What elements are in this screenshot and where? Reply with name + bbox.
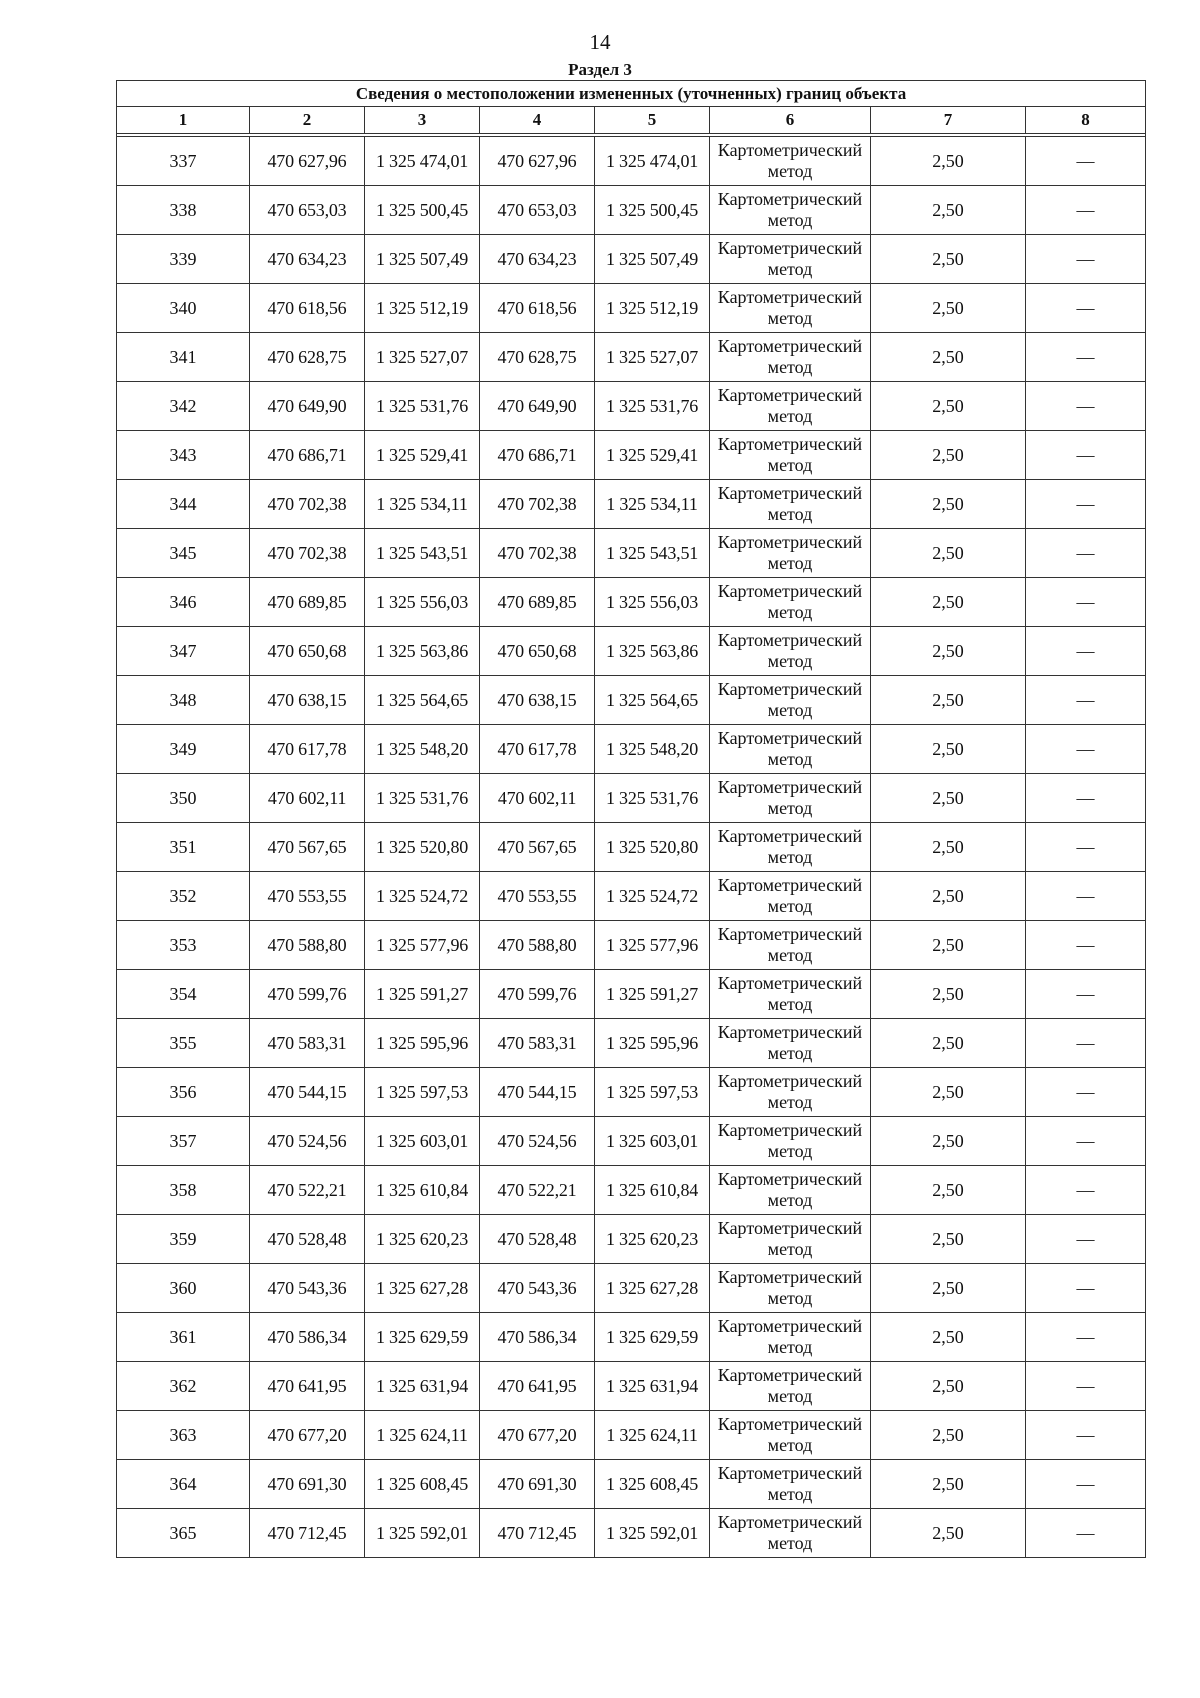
description-cell: —	[1026, 774, 1146, 823]
y-new-cell: 1 325 624,11	[595, 1411, 710, 1460]
x-old-cell: 470 583,31	[250, 1019, 365, 1068]
column-number: 5	[595, 107, 710, 134]
description-cell: —	[1026, 431, 1146, 480]
column-number: 6	[710, 107, 871, 134]
table-row	[117, 284, 1146, 333]
column-number: 1	[117, 107, 250, 134]
y-new-cell: 1 325 631,94	[595, 1362, 710, 1411]
description-cell: —	[1026, 676, 1146, 725]
y-new-cell: 1 325 512,19	[595, 284, 710, 333]
y-new-cell: 1 325 531,76	[595, 774, 710, 823]
y-old-cell: 1 325 563,86	[365, 627, 480, 676]
x-new-cell: 470 524,56	[480, 1117, 595, 1166]
point-number-cell: 356	[117, 1068, 250, 1117]
precision-cell: 2,50	[871, 725, 1026, 774]
x-old-cell: 470 691,30	[250, 1460, 365, 1509]
column-number: 8	[1026, 107, 1146, 134]
y-old-cell: 1 325 524,72	[365, 872, 480, 921]
table-row	[117, 970, 1146, 1019]
point-number-cell: 363	[117, 1411, 250, 1460]
y-new-cell: 1 325 543,51	[595, 529, 710, 578]
method-cell: Картометрический метод	[710, 1019, 871, 1068]
x-new-cell: 470 528,48	[480, 1215, 595, 1264]
description-cell: —	[1026, 1264, 1146, 1313]
point-number-cell: 352	[117, 872, 250, 921]
point-number-cell: 345	[117, 529, 250, 578]
y-old-cell: 1 325 595,96	[365, 1019, 480, 1068]
x-new-cell: 470 583,31	[480, 1019, 595, 1068]
precision-cell: 2,50	[871, 284, 1026, 333]
y-old-cell: 1 325 548,20	[365, 725, 480, 774]
x-old-cell: 470 544,15	[250, 1068, 365, 1117]
table-caption-row	[117, 81, 1146, 107]
method-cell: Картометрический метод	[710, 1117, 871, 1166]
precision-cell: 2,50	[871, 1068, 1026, 1117]
x-old-cell: 470 524,56	[250, 1117, 365, 1166]
point-number-cell: 340	[117, 284, 250, 333]
x-old-cell: 470 653,03	[250, 186, 365, 235]
description-cell: —	[1026, 921, 1146, 970]
precision-cell: 2,50	[871, 1215, 1026, 1264]
table-row	[117, 725, 1146, 774]
x-new-cell: 470 617,78	[480, 725, 595, 774]
point-number-cell: 351	[117, 823, 250, 872]
table-row	[117, 1264, 1146, 1313]
page-number: 14	[589, 30, 611, 54]
table-row	[117, 333, 1146, 382]
x-new-cell: 470 586,34	[480, 1313, 595, 1362]
point-number-cell: 362	[117, 1362, 250, 1411]
column-number-row	[117, 107, 1146, 134]
y-new-cell: 1 325 507,49	[595, 235, 710, 284]
precision-cell: 2,50	[871, 578, 1026, 627]
precision-cell: 2,50	[871, 137, 1026, 186]
x-old-cell: 470 567,65	[250, 823, 365, 872]
y-old-cell: 1 325 629,59	[365, 1313, 480, 1362]
method-cell: Картометрический метод	[710, 186, 871, 235]
table-body	[117, 137, 1146, 1558]
description-cell: —	[1026, 529, 1146, 578]
table-row	[117, 529, 1146, 578]
point-number-cell: 358	[117, 1166, 250, 1215]
table-row	[117, 382, 1146, 431]
y-new-cell: 1 325 524,72	[595, 872, 710, 921]
method-cell: Картометрический метод	[710, 529, 871, 578]
y-old-cell: 1 325 603,01	[365, 1117, 480, 1166]
x-new-cell: 470 522,21	[480, 1166, 595, 1215]
x-new-cell: 470 588,80	[480, 921, 595, 970]
method-cell: Картометрический метод	[710, 676, 871, 725]
point-number-cell: 350	[117, 774, 250, 823]
point-number-cell: 364	[117, 1460, 250, 1509]
method-cell: Картометрический метод	[710, 1509, 871, 1558]
precision-cell: 2,50	[871, 970, 1026, 1019]
x-new-cell: 470 677,20	[480, 1411, 595, 1460]
x-old-cell: 470 712,45	[250, 1509, 365, 1558]
x-new-cell: 470 627,96	[480, 137, 595, 186]
description-cell: —	[1026, 1509, 1146, 1558]
precision-cell: 2,50	[871, 823, 1026, 872]
column-number: 2	[250, 107, 365, 134]
precision-cell: 2,50	[871, 1509, 1026, 1558]
method-cell: Картометрический метод	[710, 480, 871, 529]
y-old-cell: 1 325 500,45	[365, 186, 480, 235]
table-row	[117, 480, 1146, 529]
x-old-cell: 470 641,95	[250, 1362, 365, 1411]
method-cell: Картометрический метод	[710, 1362, 871, 1411]
y-old-cell: 1 325 531,76	[365, 382, 480, 431]
x-new-cell: 470 628,75	[480, 333, 595, 382]
x-old-cell: 470 634,23	[250, 235, 365, 284]
point-number-cell: 348	[117, 676, 250, 725]
method-cell: Картометрический метод	[710, 235, 871, 284]
point-number-cell: 360	[117, 1264, 250, 1313]
description-cell: —	[1026, 1166, 1146, 1215]
description-cell: —	[1026, 1117, 1146, 1166]
point-number-cell: 354	[117, 970, 250, 1019]
precision-cell: 2,50	[871, 872, 1026, 921]
y-old-cell: 1 325 474,01	[365, 137, 480, 186]
table-row	[117, 1411, 1146, 1460]
description-cell: —	[1026, 823, 1146, 872]
precision-cell: 2,50	[871, 529, 1026, 578]
y-new-cell: 1 325 603,01	[595, 1117, 710, 1166]
y-new-cell: 1 325 564,65	[595, 676, 710, 725]
precision-cell: 2,50	[871, 431, 1026, 480]
precision-cell: 2,50	[871, 1460, 1026, 1509]
description-cell: —	[1026, 1362, 1146, 1411]
description-cell: —	[1026, 1215, 1146, 1264]
x-new-cell: 470 618,56	[480, 284, 595, 333]
y-old-cell: 1 325 577,96	[365, 921, 480, 970]
description-cell: —	[1026, 333, 1146, 382]
method-cell: Картометрический метод	[710, 382, 871, 431]
table-row	[117, 1215, 1146, 1264]
table-row	[117, 1362, 1146, 1411]
x-old-cell: 470 627,96	[250, 137, 365, 186]
point-number-cell: 344	[117, 480, 250, 529]
y-new-cell: 1 325 620,23	[595, 1215, 710, 1264]
x-new-cell: 470 653,03	[480, 186, 595, 235]
description-cell: —	[1026, 872, 1146, 921]
precision-cell: 2,50	[871, 1117, 1026, 1166]
precision-cell: 2,50	[871, 186, 1026, 235]
y-old-cell: 1 325 608,45	[365, 1460, 480, 1509]
point-number-cell: 346	[117, 578, 250, 627]
description-cell: —	[1026, 186, 1146, 235]
x-new-cell: 470 702,38	[480, 529, 595, 578]
x-new-cell: 470 567,65	[480, 823, 595, 872]
y-old-cell: 1 325 529,41	[365, 431, 480, 480]
method-cell: Картометрический метод	[710, 823, 871, 872]
y-old-cell: 1 325 556,03	[365, 578, 480, 627]
y-new-cell: 1 325 531,76	[595, 382, 710, 431]
x-old-cell: 470 618,56	[250, 284, 365, 333]
method-cell: Картометрический метод	[710, 725, 871, 774]
method-cell: Картометрический метод	[710, 1460, 871, 1509]
x-new-cell: 470 702,38	[480, 480, 595, 529]
point-number-cell: 341	[117, 333, 250, 382]
precision-cell: 2,50	[871, 1411, 1026, 1460]
y-new-cell: 1 325 527,07	[595, 333, 710, 382]
x-old-cell: 470 677,20	[250, 1411, 365, 1460]
x-new-cell: 470 638,15	[480, 676, 595, 725]
column-number: 4	[480, 107, 595, 134]
description-cell: —	[1026, 1460, 1146, 1509]
x-old-cell: 470 543,36	[250, 1264, 365, 1313]
point-number-cell: 347	[117, 627, 250, 676]
table-row	[117, 774, 1146, 823]
x-new-cell: 470 544,15	[480, 1068, 595, 1117]
description-cell: —	[1026, 382, 1146, 431]
method-cell: Картометрический метод	[710, 970, 871, 1019]
method-cell: Картометрический метод	[710, 1215, 871, 1264]
method-cell: Картометрический метод	[710, 578, 871, 627]
point-number-cell: 357	[117, 1117, 250, 1166]
method-cell: Картометрический метод	[710, 921, 871, 970]
x-new-cell: 470 641,95	[480, 1362, 595, 1411]
x-new-cell: 470 686,71	[480, 431, 595, 480]
precision-cell: 2,50	[871, 627, 1026, 676]
y-old-cell: 1 325 624,11	[365, 1411, 480, 1460]
x-new-cell: 470 602,11	[480, 774, 595, 823]
point-number-cell: 337	[117, 137, 250, 186]
description-cell: —	[1026, 480, 1146, 529]
precision-cell: 2,50	[871, 1019, 1026, 1068]
x-new-cell: 470 712,45	[480, 1509, 595, 1558]
description-cell: —	[1026, 725, 1146, 774]
section-title: Раздел 3	[568, 60, 632, 79]
precision-cell: 2,50	[871, 480, 1026, 529]
y-new-cell: 1 325 592,01	[595, 1509, 710, 1558]
method-cell: Картометрический метод	[710, 627, 871, 676]
description-cell: —	[1026, 1019, 1146, 1068]
y-old-cell: 1 325 564,65	[365, 676, 480, 725]
point-number-cell: 349	[117, 725, 250, 774]
y-new-cell: 1 325 629,59	[595, 1313, 710, 1362]
method-cell: Картометрический метод	[710, 1264, 871, 1313]
x-old-cell: 470 586,34	[250, 1313, 365, 1362]
table-row	[117, 235, 1146, 284]
x-old-cell: 470 638,15	[250, 676, 365, 725]
x-new-cell: 470 650,68	[480, 627, 595, 676]
description-cell: —	[1026, 284, 1146, 333]
point-number-cell: 359	[117, 1215, 250, 1264]
x-old-cell: 470 553,55	[250, 872, 365, 921]
x-old-cell: 470 702,38	[250, 529, 365, 578]
table-row	[117, 1313, 1146, 1362]
y-new-cell: 1 325 520,80	[595, 823, 710, 872]
y-new-cell: 1 325 577,96	[595, 921, 710, 970]
table-row	[117, 823, 1146, 872]
precision-cell: 2,50	[871, 333, 1026, 382]
y-old-cell: 1 325 531,76	[365, 774, 480, 823]
x-old-cell: 470 588,80	[250, 921, 365, 970]
y-old-cell: 1 325 592,01	[365, 1509, 480, 1558]
table-row	[117, 921, 1146, 970]
x-new-cell: 470 691,30	[480, 1460, 595, 1509]
y-old-cell: 1 325 527,07	[365, 333, 480, 382]
point-number-cell: 365	[117, 1509, 250, 1558]
method-cell: Картометрический метод	[710, 774, 871, 823]
description-cell: —	[1026, 235, 1146, 284]
y-new-cell: 1 325 529,41	[595, 431, 710, 480]
description-cell: —	[1026, 970, 1146, 1019]
y-new-cell: 1 325 563,86	[595, 627, 710, 676]
precision-cell: 2,50	[871, 676, 1026, 725]
table-row	[117, 431, 1146, 480]
precision-cell: 2,50	[871, 382, 1026, 431]
x-old-cell: 470 702,38	[250, 480, 365, 529]
description-cell: —	[1026, 1068, 1146, 1117]
precision-cell: 2,50	[871, 235, 1026, 284]
x-new-cell: 470 634,23	[480, 235, 595, 284]
y-new-cell: 1 325 595,96	[595, 1019, 710, 1068]
method-cell: Картометрический метод	[710, 431, 871, 480]
table-row	[117, 186, 1146, 235]
y-new-cell: 1 325 548,20	[595, 725, 710, 774]
point-number-cell: 342	[117, 382, 250, 431]
table-row	[117, 1509, 1146, 1558]
precision-cell: 2,50	[871, 774, 1026, 823]
table-row	[117, 578, 1146, 627]
point-number-cell: 343	[117, 431, 250, 480]
method-cell: Картометрический метод	[710, 137, 871, 186]
x-old-cell: 470 650,68	[250, 627, 365, 676]
precision-cell: 2,50	[871, 921, 1026, 970]
y-old-cell: 1 325 543,51	[365, 529, 480, 578]
x-old-cell: 470 649,90	[250, 382, 365, 431]
y-new-cell: 1 325 597,53	[595, 1068, 710, 1117]
y-new-cell: 1 325 534,11	[595, 480, 710, 529]
y-new-cell: 1 325 627,28	[595, 1264, 710, 1313]
x-old-cell: 470 522,21	[250, 1166, 365, 1215]
x-new-cell: 470 543,36	[480, 1264, 595, 1313]
y-old-cell: 1 325 610,84	[365, 1166, 480, 1215]
point-number-cell: 338	[117, 186, 250, 235]
point-number-cell: 339	[117, 235, 250, 284]
table-row	[117, 1117, 1146, 1166]
y-new-cell: 1 325 500,45	[595, 186, 710, 235]
y-old-cell: 1 325 534,11	[365, 480, 480, 529]
column-number: 7	[871, 107, 1026, 134]
boundary-coordinates-table	[116, 80, 1146, 1558]
x-old-cell: 470 628,75	[250, 333, 365, 382]
x-old-cell: 470 686,71	[250, 431, 365, 480]
y-old-cell: 1 325 507,49	[365, 235, 480, 284]
description-cell: —	[1026, 1411, 1146, 1460]
y-old-cell: 1 325 512,19	[365, 284, 480, 333]
point-number-cell: 353	[117, 921, 250, 970]
description-cell: —	[1026, 137, 1146, 186]
precision-cell: 2,50	[871, 1313, 1026, 1362]
method-cell: Картометрический метод	[710, 1068, 871, 1117]
precision-cell: 2,50	[871, 1166, 1026, 1215]
table-row	[117, 1166, 1146, 1215]
x-old-cell: 470 602,11	[250, 774, 365, 823]
table-row	[117, 137, 1146, 186]
y-old-cell: 1 325 520,80	[365, 823, 480, 872]
y-old-cell: 1 325 631,94	[365, 1362, 480, 1411]
table-row	[117, 1068, 1146, 1117]
point-number-cell: 361	[117, 1313, 250, 1362]
table-row	[117, 676, 1146, 725]
x-old-cell: 470 689,85	[250, 578, 365, 627]
y-old-cell: 1 325 597,53	[365, 1068, 480, 1117]
y-new-cell: 1 325 474,01	[595, 137, 710, 186]
table-caption: Сведения о местоположении измененных (уточненных) границ объекта	[117, 81, 1146, 107]
table-row	[117, 1460, 1146, 1509]
description-cell: —	[1026, 627, 1146, 676]
precision-cell: 2,50	[871, 1362, 1026, 1411]
x-old-cell: 470 528,48	[250, 1215, 365, 1264]
x-new-cell: 470 553,55	[480, 872, 595, 921]
description-cell: —	[1026, 1313, 1146, 1362]
y-old-cell: 1 325 620,23	[365, 1215, 480, 1264]
method-cell: Картометрический метод	[710, 284, 871, 333]
x-old-cell: 470 599,76	[250, 970, 365, 1019]
table-row	[117, 627, 1146, 676]
table-row	[117, 1019, 1146, 1068]
precision-cell: 2,50	[871, 1264, 1026, 1313]
x-old-cell: 470 617,78	[250, 725, 365, 774]
method-cell: Картометрический метод	[710, 1166, 871, 1215]
method-cell: Картометрический метод	[710, 872, 871, 921]
method-cell: Картометрический метод	[710, 1411, 871, 1460]
description-cell: —	[1026, 578, 1146, 627]
y-new-cell: 1 325 610,84	[595, 1166, 710, 1215]
table-row	[117, 872, 1146, 921]
point-number-cell: 355	[117, 1019, 250, 1068]
y-new-cell: 1 325 556,03	[595, 578, 710, 627]
method-cell: Картометрический метод	[710, 1313, 871, 1362]
y-old-cell: 1 325 627,28	[365, 1264, 480, 1313]
x-new-cell: 470 649,90	[480, 382, 595, 431]
y-new-cell: 1 325 608,45	[595, 1460, 710, 1509]
x-new-cell: 470 689,85	[480, 578, 595, 627]
column-number: 3	[365, 107, 480, 134]
x-new-cell: 470 599,76	[480, 970, 595, 1019]
method-cell: Картометрический метод	[710, 333, 871, 382]
y-old-cell: 1 325 591,27	[365, 970, 480, 1019]
y-new-cell: 1 325 591,27	[595, 970, 710, 1019]
